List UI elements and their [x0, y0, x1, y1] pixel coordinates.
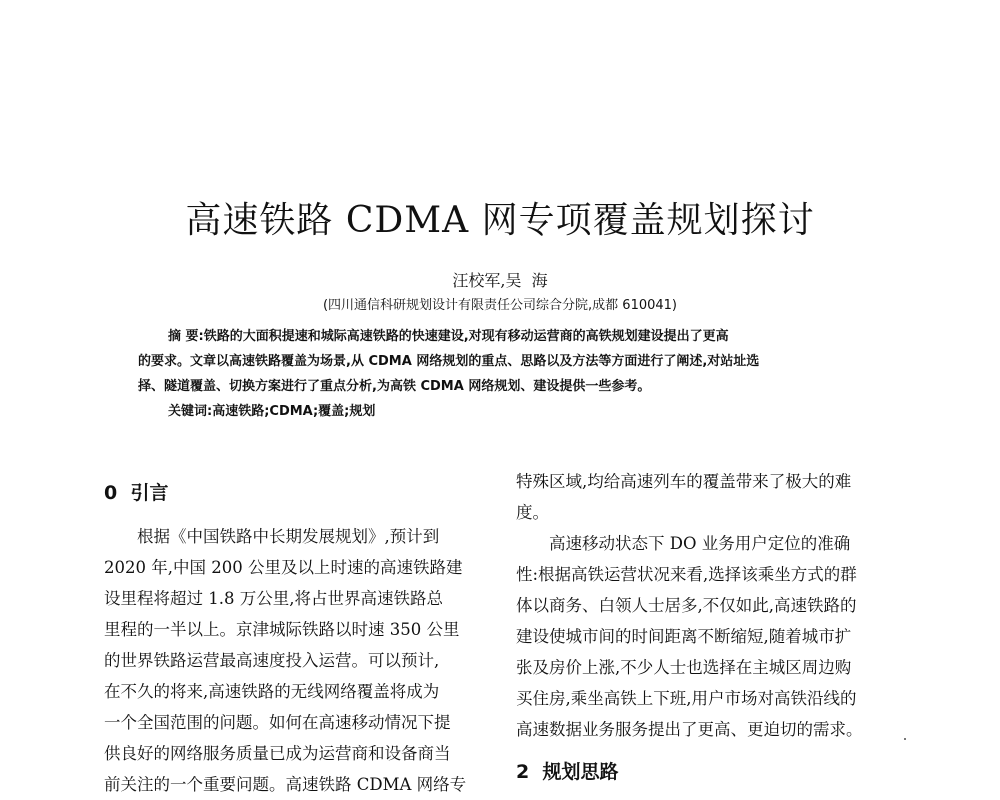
paper-affiliation: (四川通信科研规划设计有限责任公司综合分院,成都 610041): [322, 298, 678, 313]
body-line: 根据《中国铁路中长期发展规划》,预计到: [137, 527, 440, 546]
paper-authors: 汪校军,吴 海: [452, 271, 548, 290]
left-column: [104, 478, 482, 794]
body-line: 供良好的网络服务质量已成为运营商和设备商当: [104, 744, 451, 763]
abstract-label: 摘 要: [168, 329, 199, 344]
abstract-line: 择、隧道覆盖、切换方案进行了重点分析,为高铁 CDMA 网络规划、建设提供一些参考。: [138, 379, 651, 394]
body-line: 高速移动状态下 DO 业务用户定位的准确: [549, 534, 851, 553]
body-line: 张及房价上涨,不少人士也选择在主城区周边购: [516, 658, 852, 677]
section-heading-introduction: 0 引言: [104, 482, 169, 504]
body-line: 度。: [516, 503, 549, 522]
body-line: 特殊区域,均给高速列车的覆盖带来了极大的难: [516, 472, 852, 491]
body-line: 体以商务、白领人士居多,不仅如此,高速铁路的: [516, 596, 857, 615]
right-column: [516, 466, 894, 791]
body-line: 设里程将超过 1.8 万公里,将占世界高速铁路总: [104, 589, 443, 608]
body-line: 高速数据业务服务提出了更高、更迫切的需求。: [516, 720, 863, 739]
keywords-text: :高速铁路;CDMA;覆盖;规划: [207, 404, 376, 419]
body-line: 在不久的将来,高速铁路的无线网络覆盖将成为: [104, 682, 440, 701]
section-heading-planning: 2 规划思路: [516, 761, 619, 783]
body-line: 的世界铁路运营最高速度投入运营。可以预计,: [104, 651, 440, 670]
paper-title: 高速铁路 CDMA 网专项覆盖规划探讨: [185, 200, 815, 241]
abstract-block: [138, 324, 868, 424]
body-line: 一个全国范围的问题。如何在高速移动情况下提: [104, 713, 451, 732]
abstract-line: 的要求。文章以高速铁路覆盖为场景,从 CDMA 网络规划的重点、思路以及方法等方面进行了阐述,对站址选: [138, 354, 760, 369]
body-line: 建设使城市间的时间距离不断缩短,随着城市扩: [516, 627, 852, 646]
body-line: 2020 年,中国 200 公里及以上时速的高速铁路建: [104, 558, 463, 577]
body-line: 里程的一半以上。京津城际铁路以时速 350 公里: [104, 620, 460, 639]
body-line: 买住房,乘坐高铁上下班,用户市场对高铁沿线的: [516, 689, 857, 708]
body-line-partial: 前关注的一个重要问题。高速铁路 CDMA 网络专: [104, 775, 467, 794]
keywords-line: [138, 399, 868, 424]
abstract-line: [138, 324, 868, 349]
keywords-label: 关键词: [168, 404, 208, 419]
scan-speck: [904, 738, 906, 740]
abstract-line-text: :铁路的大面积提速和城际高速铁路的快速建设,对现有移动运营商的高铁规划建设提出了更高: [198, 329, 729, 344]
body-line: 性:根据高铁运营状况来看,选择该乘坐方式的群: [516, 565, 857, 584]
